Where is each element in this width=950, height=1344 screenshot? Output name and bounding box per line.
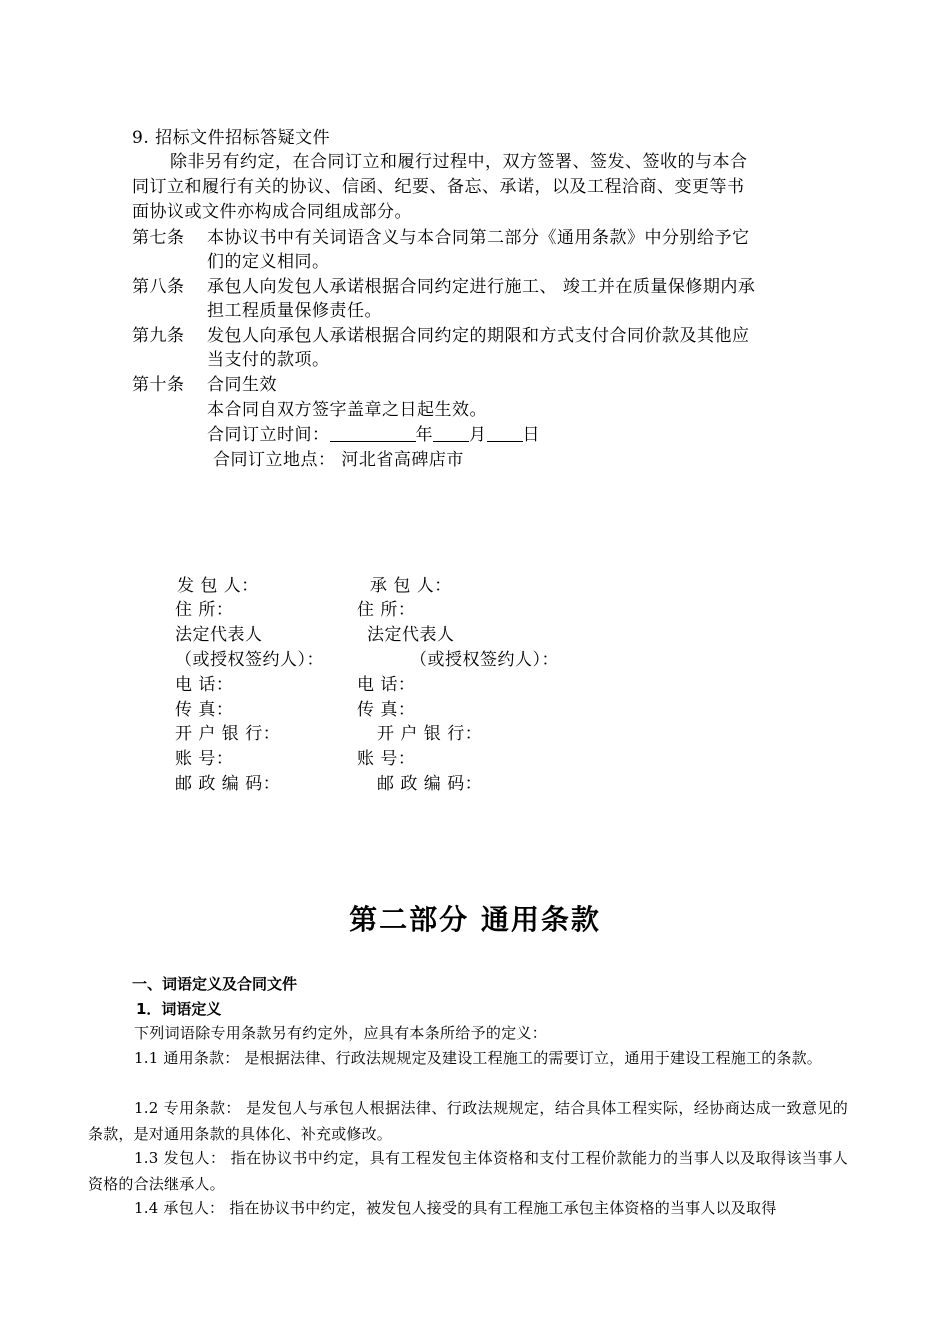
contractor-bank: 开 户 银 行：: [377, 724, 483, 744]
paragraph-line: 除非另有约定，在合同订立和履行过程中，双方签署、签发、签收的与本合: [170, 152, 748, 172]
contractor-label: 承 包 人：: [370, 576, 452, 596]
article-7-text: 们的定义相同。: [207, 252, 330, 272]
article-7-label: 第七条: [132, 228, 185, 248]
intro-text: 下列词语除专用条款另有约定外，应具有本条所给予的定义：: [134, 1024, 548, 1042]
year-blank: [330, 423, 416, 442]
article-8-text: 担工程质量保修责任。: [207, 301, 382, 321]
contractor-fax: 传 真：: [357, 700, 416, 720]
employer-legal-rep: 法定代表人: [175, 625, 263, 645]
contractor-postcode: 邮 政 编 码：: [377, 774, 483, 794]
article-10-text: 合同生效: [207, 375, 277, 395]
employer-address: 住 所：: [175, 600, 234, 620]
employer-fax: 传 真：: [175, 700, 234, 720]
contractor-authorized: （或授权签约人）：: [410, 650, 559, 670]
month-blank: [433, 423, 469, 442]
effect-text: 本合同自双方签字盖章之日起生效。: [207, 400, 487, 420]
definition-1-2: 1.2 专用条款： 是发包人与承包人根据法律、行政法规规定，结合具体工程实际，经协商达成一致意见的条款，是对通用条款的具体化、补充或修改。: [88, 1099, 848, 1143]
month-label: 月: [469, 425, 487, 445]
section-heading: 一、词语定义及合同文件: [132, 975, 298, 993]
year-label: 年: [415, 425, 433, 445]
contractor-address: 住 所：: [357, 600, 416, 620]
article-7-text: 本协议书中有关词语含义与本合同第二部分《通用条款》中分别给予它: [207, 228, 750, 248]
article-9-text: 当支付的款项。: [207, 350, 330, 370]
article-9-text: 发包人向承包人承诺根据合同约定的期限和方式支付合同价款及其他应: [207, 326, 750, 346]
definition-1-1: 1.1 通用条款： 是根据法律、行政法规规定及建设工程施工的需要订立，通用于建设工程施工的条款。: [134, 1049, 822, 1067]
part-two-title: 第二部分 通用条款: [349, 903, 601, 936]
employer-postcode: 邮 政 编 码：: [175, 774, 281, 794]
subsection-heading: 1．词语定义: [136, 1000, 222, 1018]
employer-account: 账 号：: [175, 749, 234, 769]
paragraph-line: 面协议或文件亦构成合同组成部分。: [132, 202, 412, 222]
day-label: 日: [522, 425, 540, 445]
article-10-label: 第十条: [132, 375, 185, 395]
contract-place-line: 合同订立地点： 河北省高碑店市: [213, 450, 464, 470]
paragraph-line: 同订立和履行有关的协议、信函、纪要、备忘、承诺，以及工程洽商、变更等书: [132, 177, 745, 197]
article-8-label: 第八条: [132, 277, 185, 297]
employer-authorized: （或授权签约人）：: [175, 650, 324, 670]
definition-1-4: 1.4 承包人： 指在协议书中约定，被发包人接受的具有工程施工承包主体资格的当事人以及取得: [134, 1199, 777, 1217]
item-9: 9. 招标文件招标答疑文件: [132, 128, 331, 148]
date-label: 合同订立时间：: [207, 425, 330, 445]
contractor-phone: 电 话：: [357, 675, 416, 695]
article-8-text: 承包人向发包人承诺根据合同约定进行施工、 竣工并在质量保修期内承: [207, 277, 756, 297]
employer-phone: 电 话：: [175, 675, 234, 695]
contract-date-line: [207, 423, 540, 447]
day-blank: [487, 423, 523, 442]
employer-label: 发 包 人：: [177, 576, 259, 596]
article-9-label: 第九条: [132, 326, 185, 346]
definition-1-3: 1.3 发包人： 指在协议书中约定，具有工程发包主体资格和支付工程价款能力的当事人以及取得该当事人资格的合法继承人。: [88, 1149, 848, 1193]
contractor-legal-rep: 法定代表人: [367, 625, 455, 645]
contractor-account: 账 号：: [357, 749, 416, 769]
employer-bank: 开 户 银 行：: [175, 724, 281, 744]
